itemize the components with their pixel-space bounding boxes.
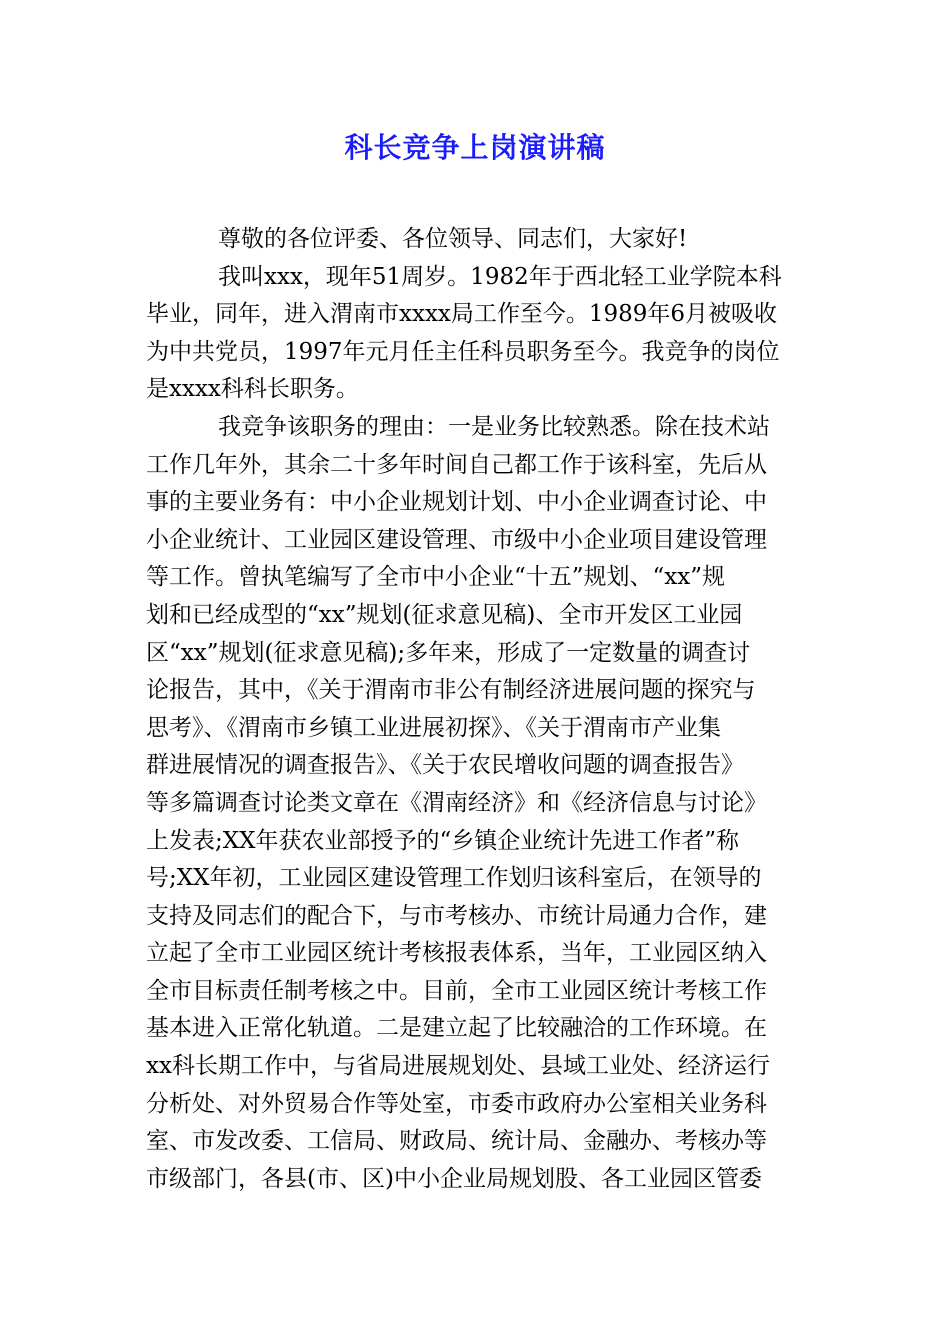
text-line: 群进展情况的调查报告》、《关于农民增收问题的调查报告》 bbox=[146, 752, 744, 779]
text-line: 事的主要业务有：中小企业规划计划、中小企业调查讨论、中 bbox=[146, 489, 767, 516]
text-line: 支持及同志们的配合下，与市考核办、市统计局通力合作，建 bbox=[146, 902, 767, 929]
text-line: 区“xx”规划(征求意见稿);多年来，形成了一定数量的调查讨 bbox=[146, 639, 751, 666]
text-line: 号;XX年初，工业园区建设管理工作划归该科室后，在领导的 bbox=[146, 865, 762, 892]
text-line: 等多篇调查讨论类文章在《渭南经济》和《经济信息与讨论》 bbox=[146, 789, 767, 816]
text-line: 市级部门，各县(市、区)中小企业局规划股、各工业园区管委 bbox=[146, 1165, 762, 1192]
text-line: 上发表;XX年获农业部授予的“乡镇企业统计先进工作者”称 bbox=[146, 827, 740, 854]
text-line: 等工作。曾执笔编写了全市中小企业“十五”规划、“xx”规 bbox=[146, 564, 725, 591]
text-line: 全市目标责任制考核之中。目前，全市工业园区统计考核工作 bbox=[146, 977, 767, 1004]
document-title: 科长竞争上岗演讲稿 bbox=[344, 131, 606, 164]
text-line: 立起了全市工业园区统计考核报表体系，当年，工业园区纳入 bbox=[146, 940, 767, 967]
text-line-greeting: 尊敬的各位评委、各位领导、同志们，大家好! bbox=[218, 226, 688, 252]
text-line: 室、市发改委、工信局、财政局、统计局、金融办、考核办等 bbox=[146, 1128, 767, 1155]
text-line: 分析处、对外贸易合作等处室，市委市政府办公室相关业务科 bbox=[146, 1090, 767, 1117]
text-line: 小企业统计、工业园区建设管理、市级中小企业项目建设管理 bbox=[146, 526, 767, 553]
text-line: 划和已经成型的“xx”规划(征求意见稿)、全市开发区工业园 bbox=[146, 601, 743, 628]
text-line: 基本进入正常化轨道。二是建立起了比较融洽的工作环境。在 bbox=[146, 1015, 767, 1042]
text-line: 毕业，同年，进入渭南市xxxx局工作至今。1989年6月被吸收 bbox=[146, 301, 778, 328]
document-body bbox=[146, 221, 806, 1198]
text-line: 思考》、《渭南市乡镇工业进展初探》、《关于渭南市产业集 bbox=[146, 714, 721, 741]
text-line: 论报告，其中，《关于渭南市非公有制经济进展问题的探究与 bbox=[146, 677, 756, 704]
text-line: 工作几年外，其余二十多年时间自己都工作于该科室，先后从 bbox=[146, 451, 767, 478]
text-line: 为中共党员，1997年元月任主任科员职务至今。我竞争的岗位 bbox=[146, 338, 780, 365]
text-line: 是xxxx科科长职务。 bbox=[146, 376, 359, 403]
text-line: 我叫xxx，现年51周岁。1982年于西北轻工业学院本科 bbox=[218, 263, 782, 290]
text-line: xx科长期工作中，与省局进展规划处、县域工业处、经济运行 bbox=[146, 1053, 770, 1080]
text-line: 我竞争该职务的理由：一是业务比较熟悉。除在技术站 bbox=[218, 413, 770, 440]
